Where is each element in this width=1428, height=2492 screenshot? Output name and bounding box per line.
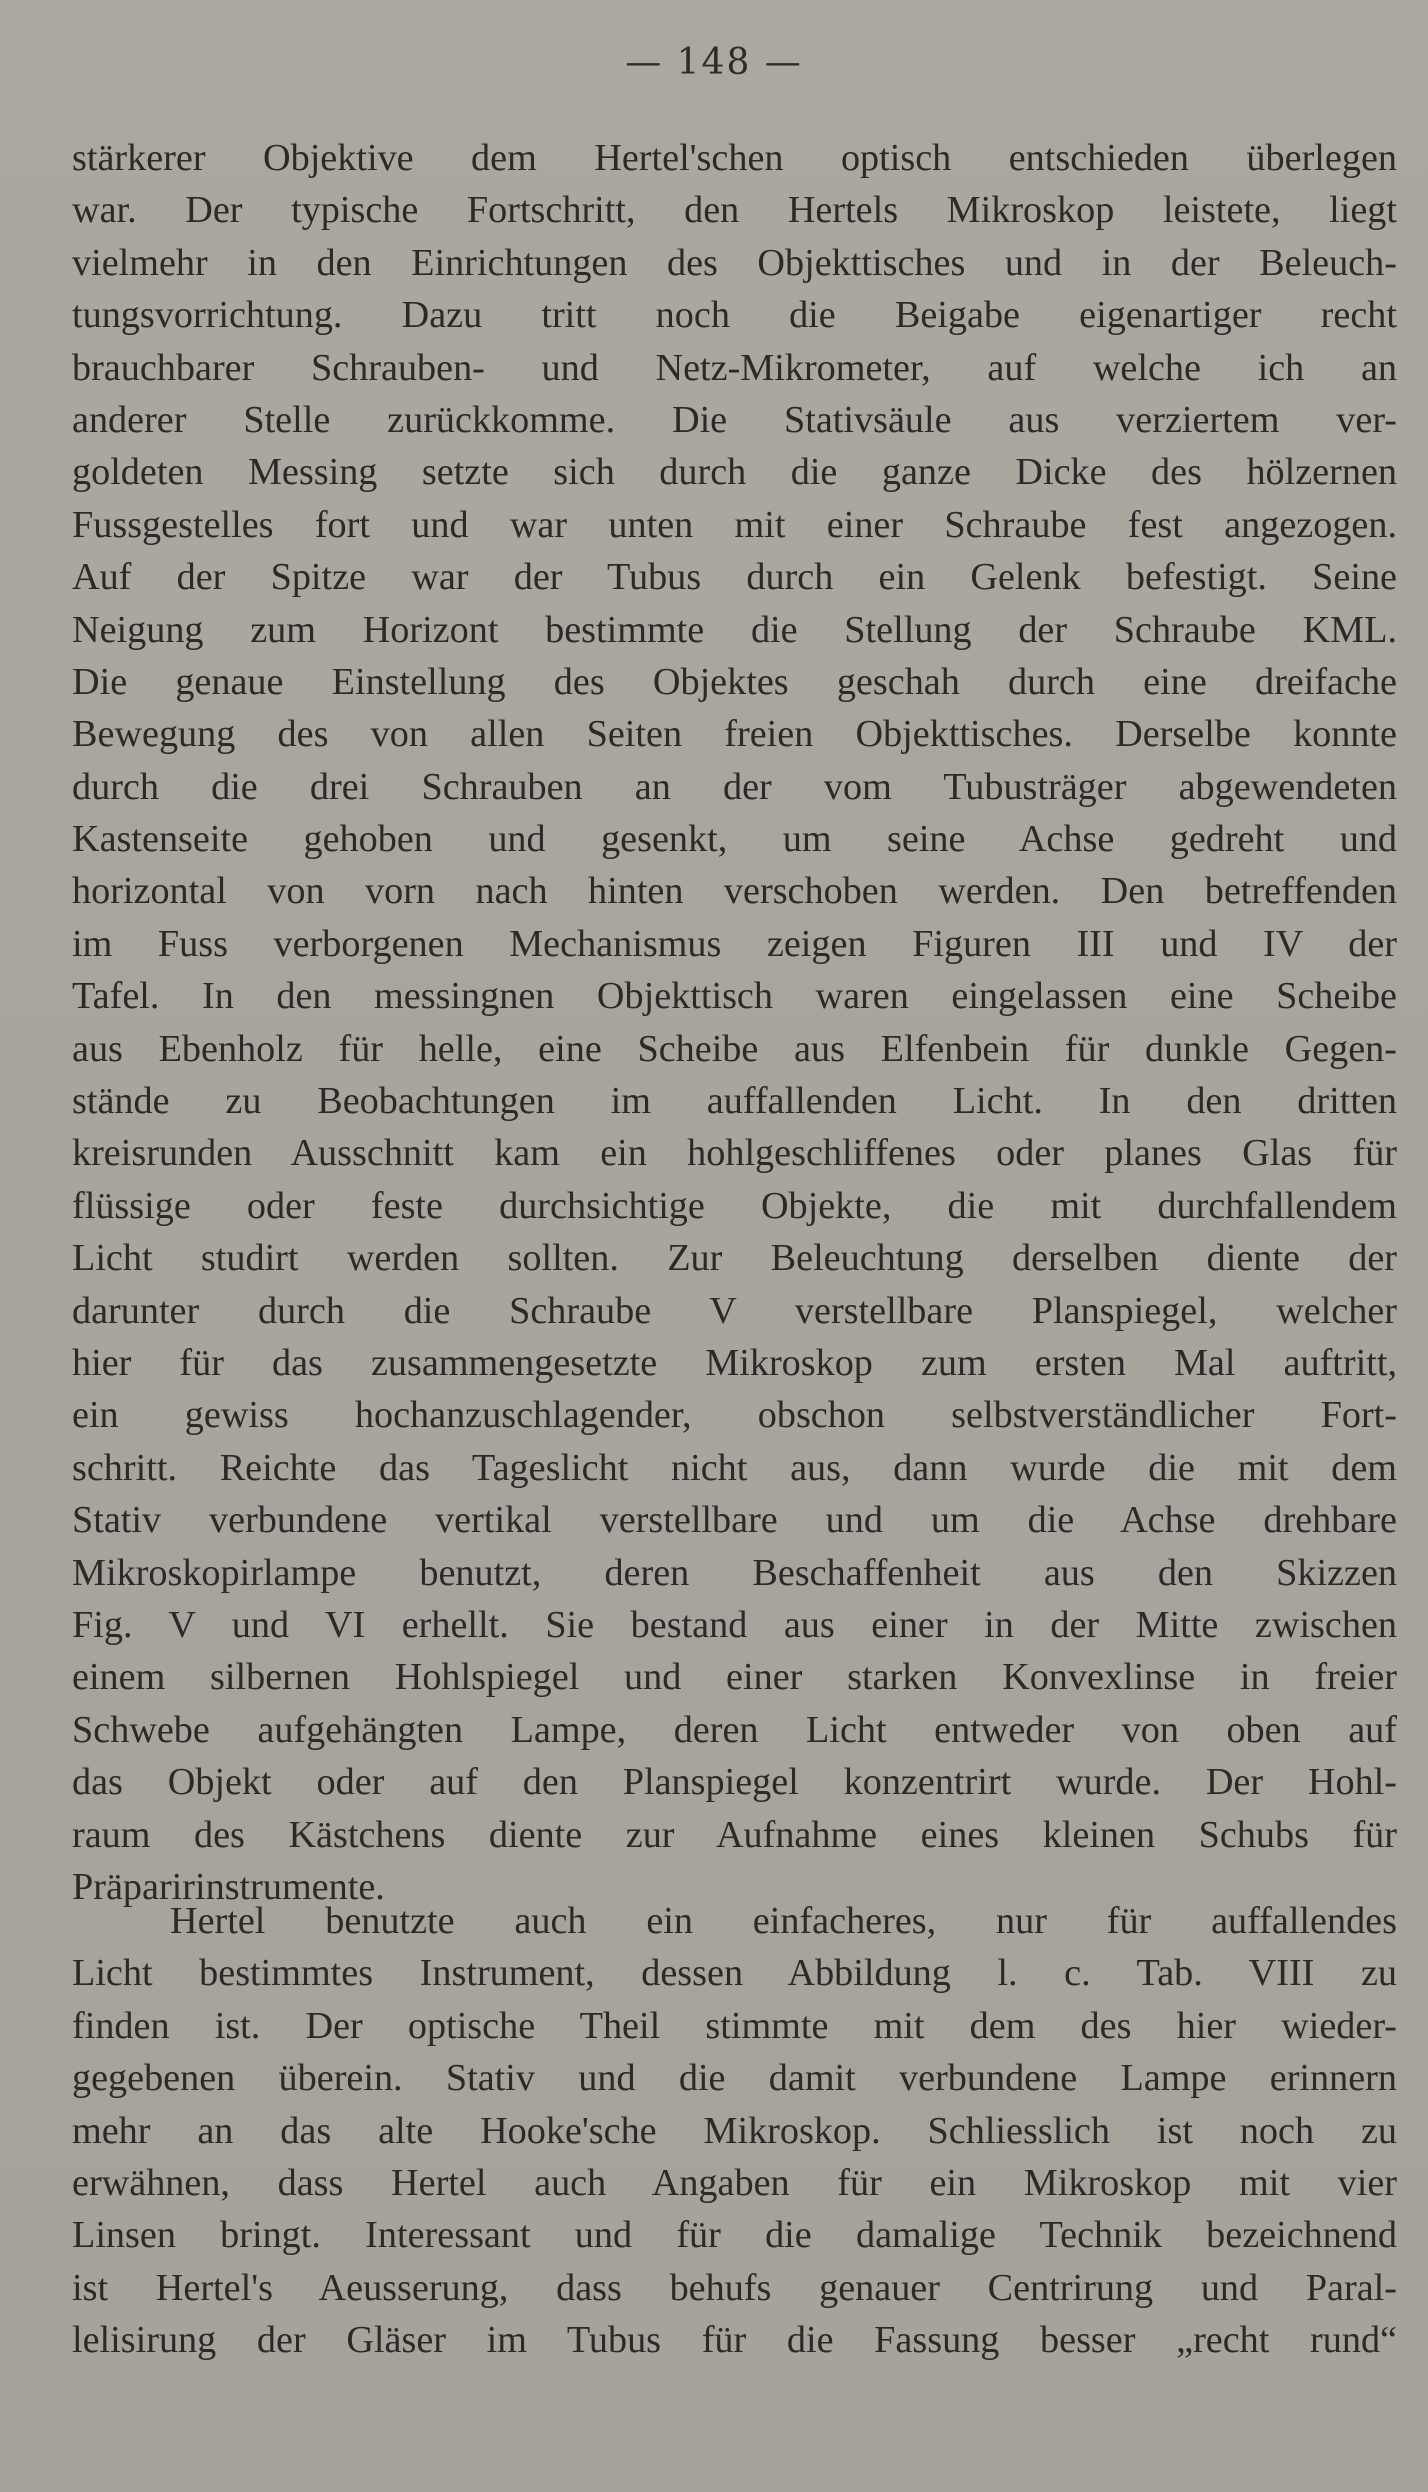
text-line: einem silbernen Hohlspiegel und einer starken Konvexlinse in freier <box>72 1656 1397 1699</box>
text-line: durch die drei Schrauben an der vom Tubusträger abgewendeten <box>72 765 1397 808</box>
text-line: anderer Stelle zurückkomme. Die Stativsäule aus verziertem ver- <box>72 398 1397 441</box>
text-line: Fig. V und VI erhellt. Sie bestand aus einer in der Mitte zwischen <box>72 1603 1397 1646</box>
text-line: stärkerer Objektive dem Hertel'schen optisch entschieden überlegen <box>72 137 1397 179</box>
text-line: Kastenseite gehoben und gesenkt, um seine Achse gedreht und <box>72 818 1397 861</box>
text-line: brauchbarer Schrauben- und Netz-Mikrometer, auf welche ich an <box>72 346 1397 389</box>
text-line: Hertel benutzte auch ein einfacheres, nur für auffallendes <box>170 1900 1397 1942</box>
text-line: flüssige oder feste durchsichtige Objekte, die mit durchfallendem <box>72 1184 1397 1227</box>
text-line: erwähnen, dass Hertel auch Angaben für ein Mikroskop mit vier <box>72 2161 1397 2204</box>
text-line: goldeten Messing setzte sich durch die ganze Dicke des hölzernen <box>72 451 1397 494</box>
text-line: das Objekt oder auf den Planspiegel konzentrirt wurde. Der Hohl- <box>72 1761 1397 1804</box>
text-line: Stativ verbundene vertikal verstellbare und um die Achse drehbare <box>72 1499 1397 1542</box>
text-line: war. Der typische Fortschritt, den Hertels Mikroskop leistete, liegt <box>72 189 1397 232</box>
text-line: tungsvorrichtung. Dazu tritt noch die Beigabe eigenartiger recht <box>72 294 1397 337</box>
text-line: Präparirinstrumente. <box>72 1865 385 1908</box>
text-line: darunter durch die Schraube V verstellbare Planspiegel, welcher <box>72 1289 1397 1332</box>
text-line: Licht studirt werden sollten. Zur Beleuchtung derselben diente der <box>72 1237 1397 1280</box>
text-line: vielmehr in den Einrichtungen des Objekttisches und in der Beleuch- <box>72 241 1397 284</box>
text-line: Linsen bringt. Interessant und für die damalige Technik bezeichnend <box>72 2214 1397 2257</box>
text-line: Schwebe aufgehängten Lampe, deren Licht entweder von oben auf <box>72 1708 1397 1751</box>
page-number: — 148 — <box>625 42 803 83</box>
text-line: kreisrunden Ausschnitt kam ein hohlgeschliffenes oder planes Glas für <box>72 1132 1397 1175</box>
text-line: schritt. Reichte das Tageslicht nicht aus, dann wurde die mit dem <box>72 1446 1397 1489</box>
text-line: Tafel. In den messingnen Objekttisch waren eingelassen eine Scheibe <box>72 975 1397 1018</box>
text-line: Licht bestimmtes Instrument, dessen Abbildung l. c. Tab. VIII zu <box>72 1952 1397 1995</box>
text-line: ein gewiss hochanzuschlagender, obschon selbstverständlicher Fort- <box>72 1394 1397 1437</box>
text-line: hier für das zusammengesetzte Mikroskop zum ersten Mal auftritt, <box>72 1341 1397 1384</box>
text-line: raum des Kästchens diente zur Aufnahme eines kleinen Schubs für <box>72 1813 1397 1856</box>
paragraph-1 <box>72 132 1397 1913</box>
text-line: gegebenen überein. Stativ und die damit verbundene Lampe erinnern <box>72 2057 1397 2100</box>
text-line: stände zu Beobachtungen im auffallenden Licht. In den dritten <box>72 1080 1397 1123</box>
text-line: lelisirung der Gläser im Tubus für die Fassung besser „recht rund“ <box>72 2319 1397 2362</box>
text-line: Fussgestelles fort und war unten mit einer Schraube fest angezogen. <box>72 503 1397 546</box>
text-line: finden ist. Der optische Theil stimmte mit dem des hier wieder- <box>72 2004 1397 2047</box>
text-line: aus Ebenholz für helle, eine Scheibe aus Elfenbein für dunkle Gegen- <box>72 1027 1397 1070</box>
text-line: Mikroskopirlampe benutzt, deren Beschaffenheit aus den Skizzen <box>72 1551 1397 1594</box>
text-line: Die genaue Einstellung des Objektes geschah durch eine dreifache <box>72 660 1397 703</box>
paragraph-2 <box>72 1895 1397 2367</box>
text-line: horizontal von vorn nach hinten verschoben werden. Den betreffenden <box>72 870 1397 913</box>
text-line: ist Hertel's Aeusserung, dass behufs genauer Centrirung und Paral- <box>72 2266 1397 2309</box>
text-line: Bewegung des von allen Seiten freien Objekttisches. Derselbe konnte <box>72 713 1397 756</box>
text-line: mehr an das alte Hooke'sche Mikroskop. Schliesslich ist noch zu <box>72 2109 1397 2152</box>
text-line: im Fuss verborgenen Mechanismus zeigen Figuren III und IV der <box>72 922 1397 965</box>
text-line: Auf der Spitze war der Tubus durch ein Gelenk befestigt. Seine <box>72 556 1397 599</box>
text-line: Neigung zum Horizont bestimmte die Stellung der Schraube KML. <box>72 608 1397 651</box>
